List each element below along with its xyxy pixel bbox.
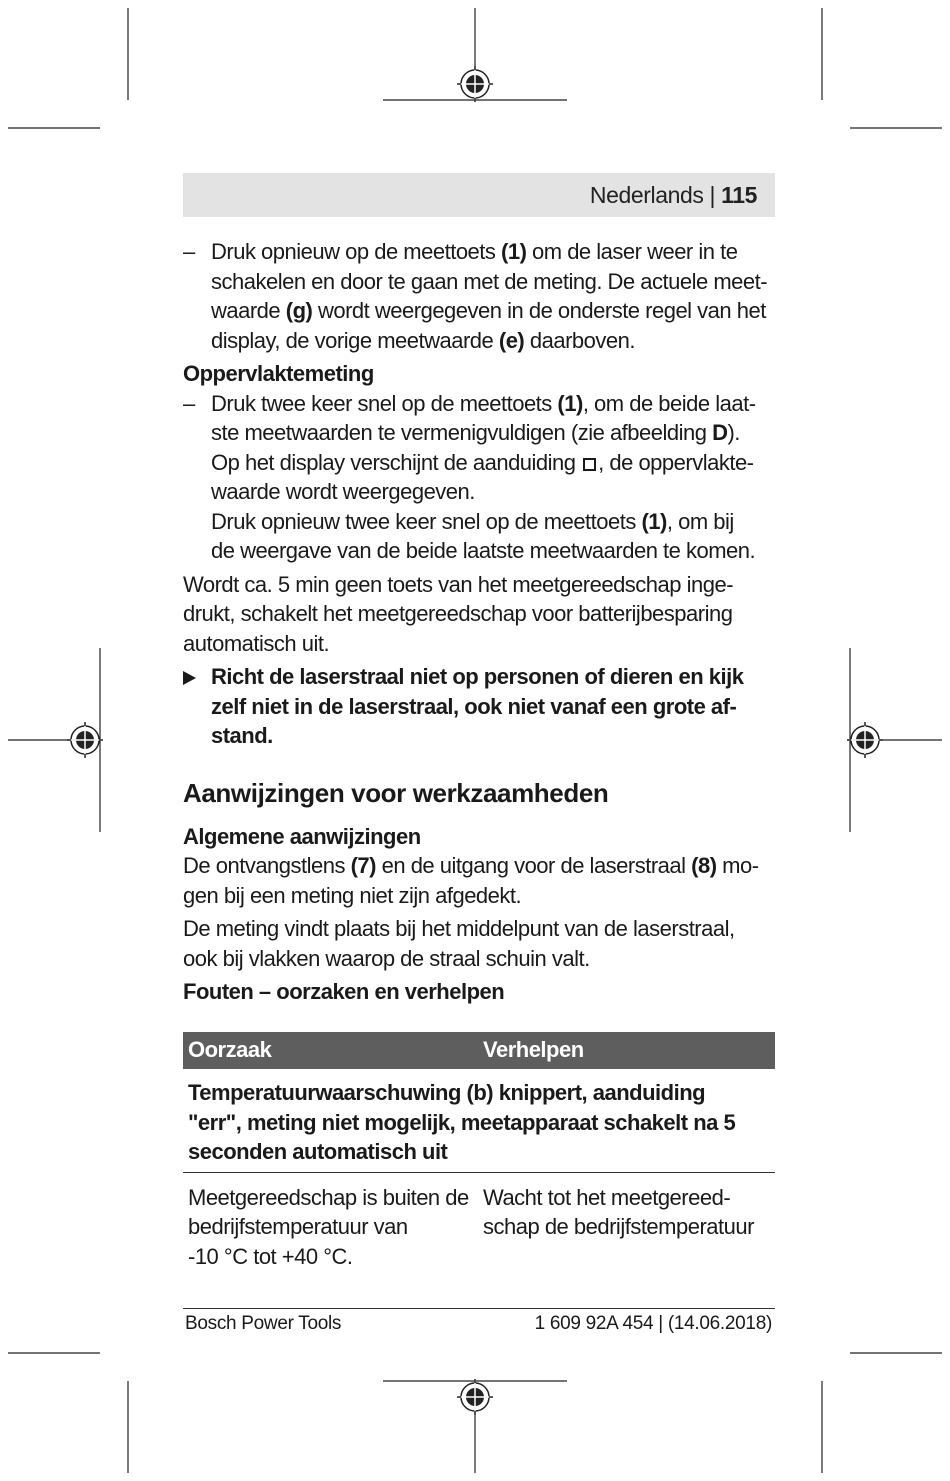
text-line — [211, 389, 778, 419]
text-line — [211, 326, 778, 356]
text-line: ook bij vlakken waarop de straal schuin valt. — [183, 945, 590, 971]
text-line: schakelen en door te gaan met de meting. De actuele meet- — [211, 268, 768, 294]
text-span: ). — [727, 420, 740, 445]
text-span: display, de vorige meetwaarde — [211, 327, 499, 353]
text-line: Temperatuurwaarschuwing (b) knippert, aanduiding — [188, 1080, 706, 1105]
text-span: Druk opnieuw op de meettoets — [211, 239, 502, 264]
text-span: wordt weergegeven in de onderste regel van het — [312, 298, 766, 323]
paragraph-center — [183, 914, 778, 973]
section-heading: Aanwijzingen voor werkzaamheden — [183, 777, 609, 808]
crosshair-target-icon — [67, 722, 103, 758]
header-separator: | — [709, 182, 716, 208]
text-span: om de laser weer in te — [526, 239, 738, 264]
instruction-item-continue — [183, 237, 778, 355]
text-line: stand. — [211, 723, 273, 748]
general-notes-heading: Algemene aanwijzingen — [183, 823, 421, 849]
text-span: , om de beide laat- — [582, 390, 756, 416]
crosshair-target-icon — [457, 1379, 493, 1415]
text-span: , de oppervlakte- — [598, 449, 754, 475]
ref-number: (7) — [350, 853, 376, 878]
text-span: Druk opnieuw twee keer snel op de meettoets — [211, 508, 642, 534]
ref-letter: (g) — [285, 298, 313, 323]
text-line: schap de bedrijfstemperatuur — [483, 1214, 754, 1239]
dash-bullet: – — [183, 239, 195, 264]
footer-doc-number: 1 609 92A 454 | (14.06.2018) — [534, 1313, 772, 1334]
crosshair-target-icon — [847, 722, 883, 758]
header-language: Nederlands — [589, 182, 704, 208]
text-span: waarde — [211, 298, 286, 323]
text-line: gen bij een meting niet zijn afgedekt. — [183, 882, 522, 908]
text-span: Druk twee keer snel op de meettoets — [211, 390, 558, 416]
ref-number: (1) — [501, 239, 527, 264]
paragraph-lens — [183, 851, 778, 910]
auto-off-paragraph — [183, 570, 778, 659]
ref-number: (8) — [691, 853, 717, 878]
text-line: waarde wordt weergegeven. — [211, 479, 475, 504]
text-line: bedrijfstemperatuur van — [188, 1214, 408, 1239]
text-line: Wacht tot het meetgereed- — [483, 1184, 731, 1210]
page-number: 115 — [721, 182, 757, 208]
text-span: daarboven. — [524, 327, 635, 353]
table-cell-remedy — [483, 1183, 775, 1242]
footer-divider — [183, 1308, 775, 1309]
faults-table — [183, 1032, 775, 1269]
surface-measurement-heading: Oppervlaktemeting — [183, 361, 374, 386]
instruction-item-area — [183, 389, 778, 566]
ref-number: (1) — [641, 508, 667, 534]
dash-bullet: – — [183, 390, 195, 416]
text-line — [211, 418, 778, 448]
text-line — [211, 507, 778, 537]
text-line: seconden automatisch uit — [188, 1139, 448, 1164]
table-row-error — [183, 1069, 775, 1173]
main-content — [183, 237, 778, 1007]
text-line: Wordt ca. 5 min geen toets van het meetgereedschap inge- — [183, 571, 734, 597]
text-line: automatisch uit. — [183, 630, 330, 656]
text-line: zelf niet in de laserstraal, ook niet vanaf een grote af- — [211, 693, 737, 719]
text-line: Meetgereedschap is buiten de — [188, 1184, 469, 1210]
text-span: ste meetwaarden te vermenigvuldigen (zie afbeelding — [211, 420, 713, 445]
table-row — [183, 1173, 775, 1269]
text-line: -10 °C tot +40 °C. — [188, 1243, 353, 1269]
text-line — [211, 448, 778, 478]
faults-heading: Fouten – oorzaken en verhelpen — [183, 979, 505, 1004]
square-outline-icon — [583, 458, 596, 471]
crosshair-target-icon — [457, 66, 493, 102]
text-line — [211, 296, 778, 326]
table-cell-cause — [188, 1183, 478, 1272]
ref-letter: (e) — [498, 327, 525, 353]
header-text — [590, 182, 757, 209]
text-line: de weergave van de beide laatste meetwaarden te komen. — [211, 538, 756, 563]
column-header-remedy: Verhelpen — [483, 1037, 584, 1062]
text-line: drukt, schakelt het meetgereedschap voor batterijbesparing — [183, 601, 733, 626]
text-span: en de uitgang voor de laserstraal — [376, 853, 692, 878]
ref-number: (1) — [557, 390, 583, 416]
footer-brand: Bosch Power Tools — [185, 1313, 342, 1334]
text-span: , om bij — [666, 508, 734, 534]
text-line: De meting vindt plaats bij het middelpunt van de laserstraal, — [183, 916, 735, 941]
text-line — [211, 237, 778, 267]
table-header — [183, 1032, 775, 1069]
page-header — [183, 173, 775, 217]
text-span: mo- — [716, 853, 759, 878]
safety-warning — [183, 662, 778, 751]
text-span: Op het display verschijnt de aanduiding — [211, 449, 582, 475]
text-line: Richt de laserstraal niet op personen of dieren en kijk — [211, 664, 744, 689]
text-span: De ontvangstlens — [183, 853, 351, 878]
triangle-right-icon — [183, 671, 196, 685]
text-line — [183, 851, 778, 881]
ref-figure: D — [712, 420, 728, 445]
column-header-cause: Oorzaak — [188, 1037, 272, 1062]
text-line: "err", meting niet mogelijk, meetapparaat schakelt na 5 — [188, 1109, 736, 1135]
